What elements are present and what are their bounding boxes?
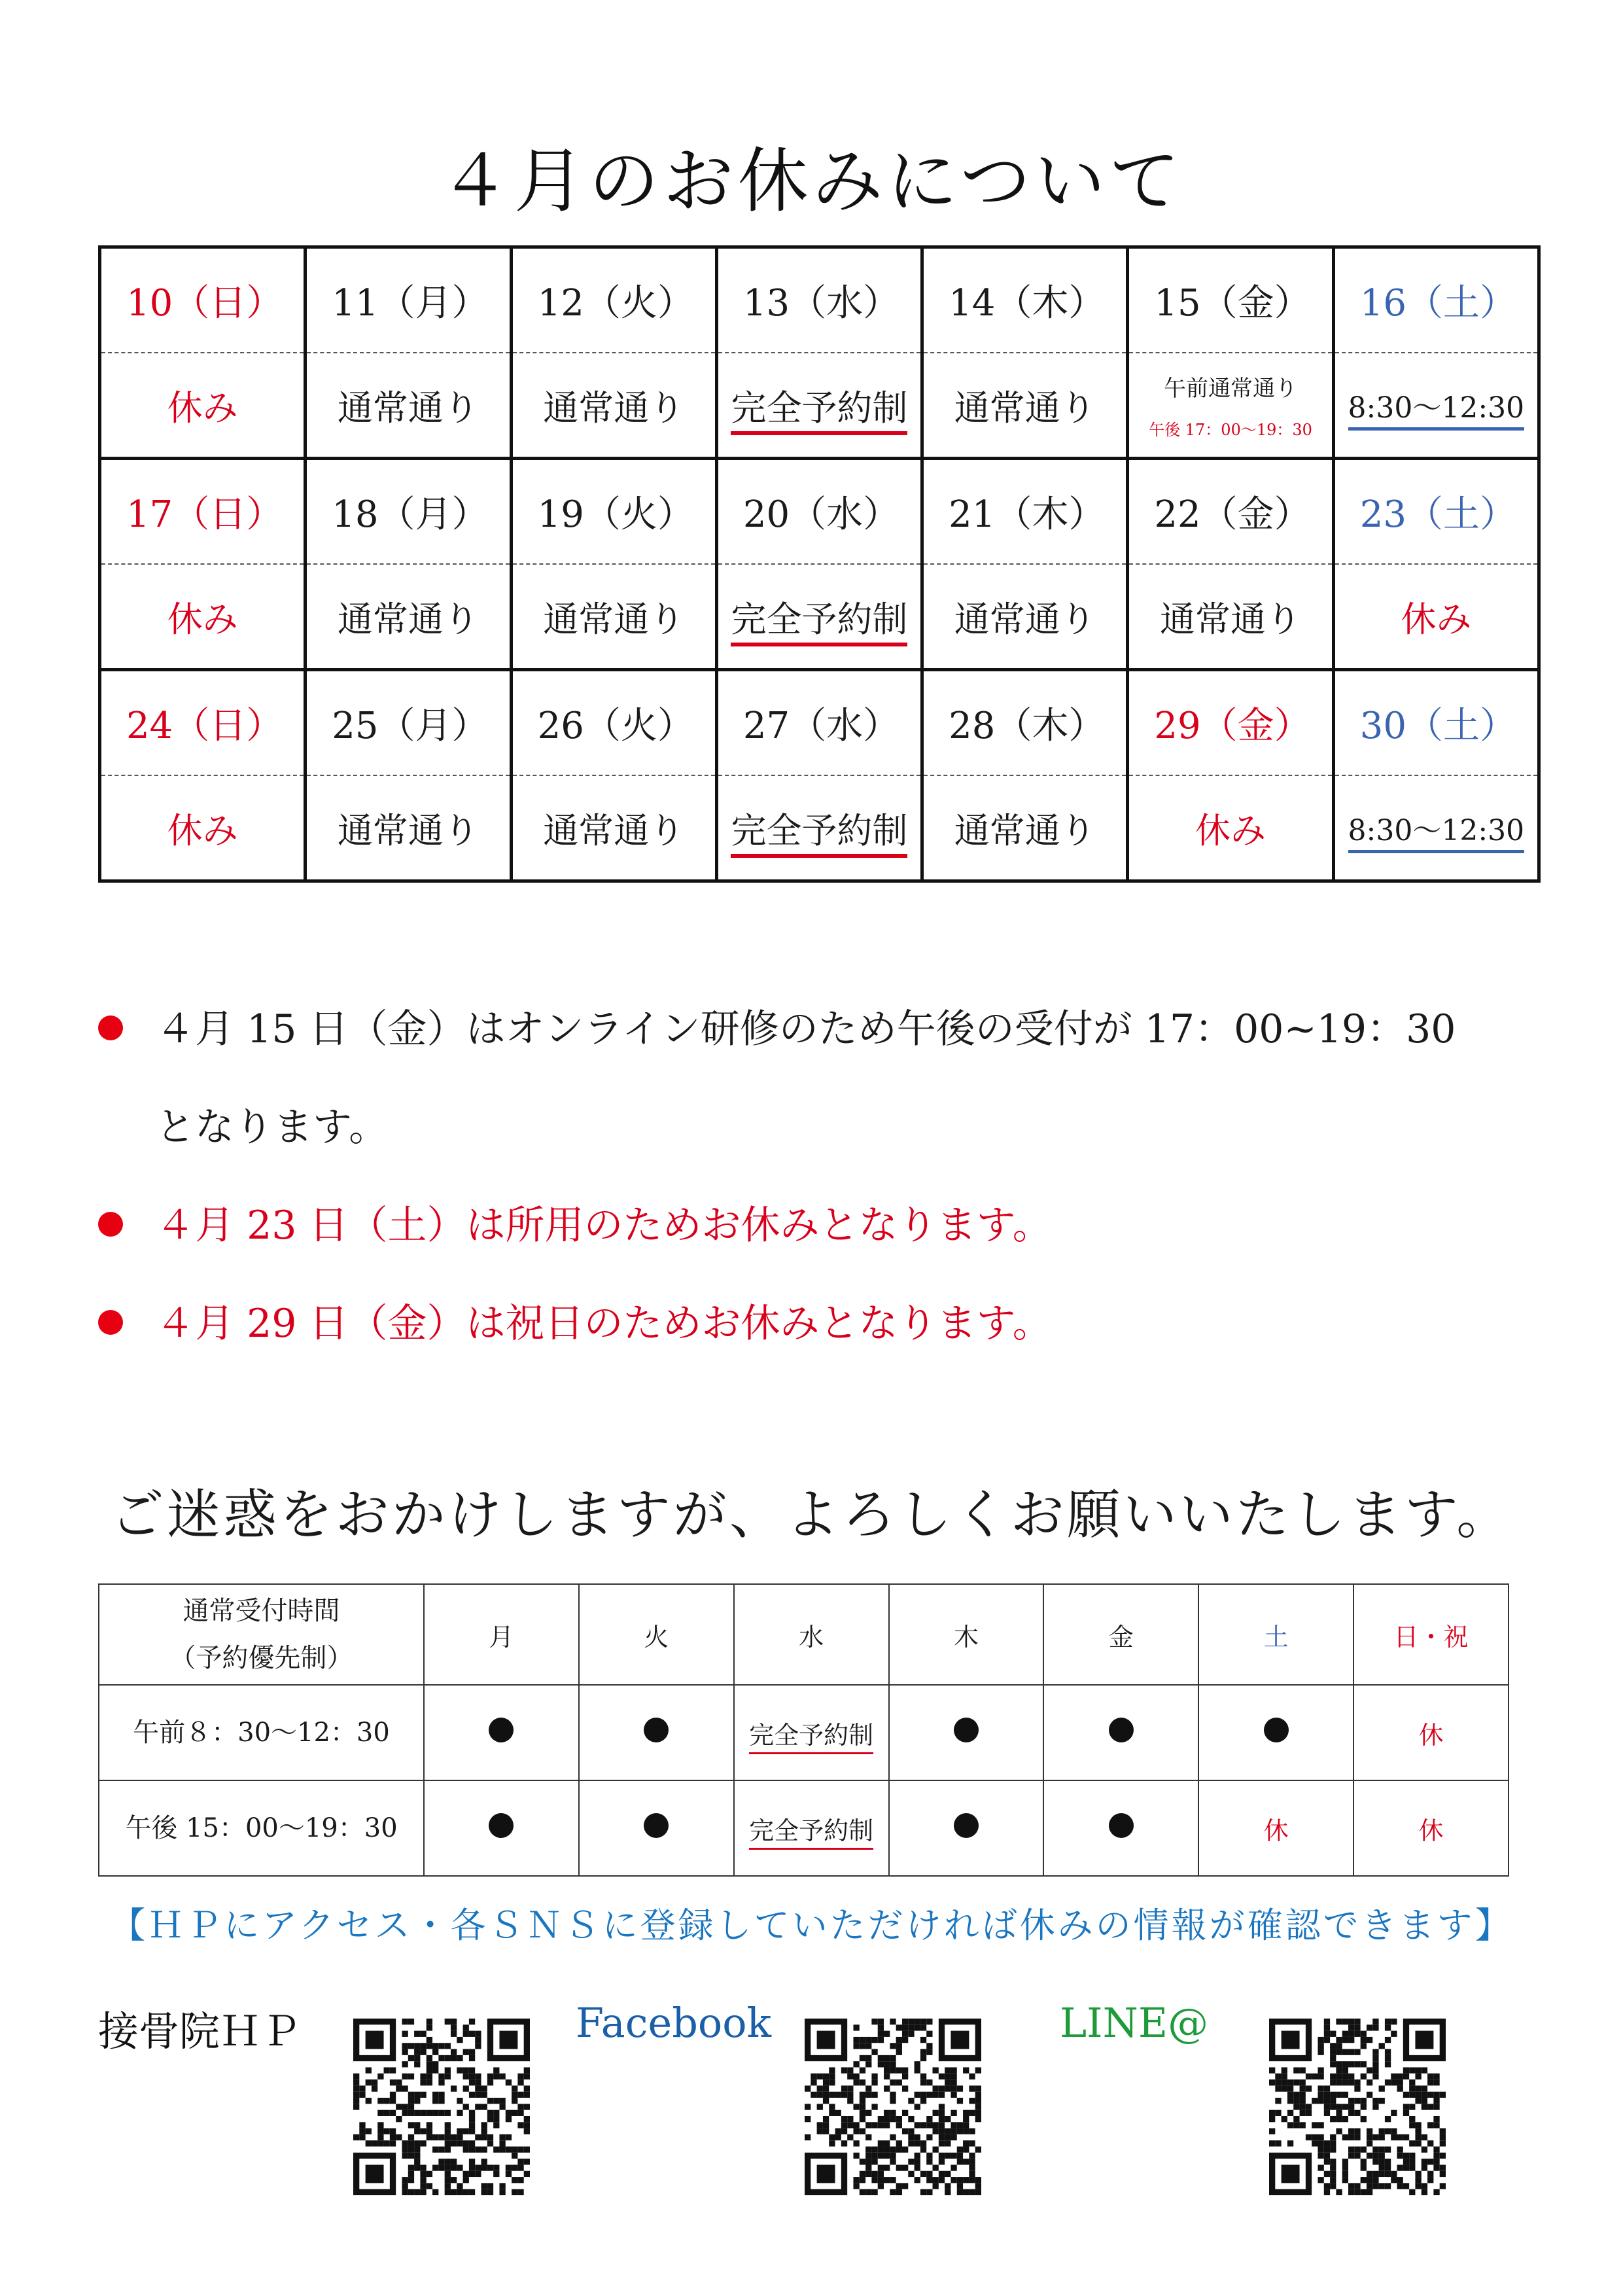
hours-cell [889, 1780, 1044, 1876]
line-qr-code[interactable] [1266, 2019, 1449, 2195]
calendar-status [922, 775, 1128, 881]
hours-cell [1043, 1685, 1198, 1780]
calendar-date: 30（土） [1333, 670, 1539, 776]
calendar-date-row [100, 247, 1539, 353]
calendar-date: 24（日） [100, 670, 305, 776]
calendar-status [1333, 353, 1539, 459]
note-2: ４月 23 日（土）は所用のためお休みとなります。 [98, 1194, 1052, 1250]
calendar-date-row [100, 670, 1539, 776]
hours-reservation: 完全予約制 [749, 1816, 873, 1850]
hours-day-sat: 土 [1198, 1584, 1353, 1685]
open-dot-icon [1109, 1813, 1134, 1838]
status-normal: 通常通り [543, 598, 685, 640]
closing-message: ご迷惑をおかけしますが、よろしくお願いいたします。 [110, 1484, 1513, 1546]
calendar-status [305, 353, 511, 459]
calendar-status [1128, 353, 1333, 459]
calendar-status-row [100, 775, 1539, 881]
open-dot-icon [489, 1813, 514, 1838]
calendar-status [100, 353, 305, 459]
calendar-status [511, 353, 716, 459]
status-closed: 休み [167, 387, 238, 429]
calendar-date: 11（月） [305, 247, 511, 353]
calendar-status [511, 775, 716, 881]
calendar-status [511, 564, 716, 670]
calendar-date: 28（木） [922, 670, 1128, 776]
open-dot-icon [1109, 1718, 1134, 1742]
bullet-icon [98, 1310, 123, 1335]
hours-day-mon: 月 [424, 1584, 579, 1685]
hours-cell [1198, 1685, 1353, 1780]
calendar-date-row [100, 459, 1539, 565]
hours-day-fri: 金 [1043, 1584, 1198, 1685]
calendar-date: 25（月） [305, 670, 511, 776]
hours-reservation: 完全予約制 [749, 1721, 873, 1754]
status-normal: 通常通り [337, 387, 479, 429]
calendar-date: 17（日） [100, 459, 305, 565]
status-normal: 通常通り [954, 598, 1096, 640]
note-3: ４月 29 日（金）は祝日のためお休みとなります。 [98, 1292, 1052, 1349]
calendar-status [922, 353, 1128, 459]
calendar-status [716, 353, 922, 459]
hours-closed: 休 [1198, 1780, 1353, 1876]
page-title: ４月のお休みについて [439, 141, 1184, 222]
hours-cell [579, 1780, 734, 1876]
calendar-date: 14（木） [922, 247, 1128, 353]
calendar-date: 12（火） [511, 247, 716, 353]
status-normal: 通常通り [337, 809, 479, 851]
open-dot-icon [644, 1718, 669, 1742]
status-normal: 通常通り [543, 387, 685, 429]
hours-cell [734, 1780, 889, 1876]
open-dot-icon [644, 1813, 669, 1838]
note-1-line-2: となります。 [156, 1104, 389, 1150]
open-dot-icon [1264, 1718, 1289, 1742]
calendar-date: 26（火） [511, 670, 716, 776]
hours-cell [424, 1685, 579, 1780]
status-normal: 通常通り [337, 598, 479, 640]
calendar-date: 10（日） [100, 247, 305, 353]
hours-morning-label: 午前８：30〜12：30 [99, 1685, 424, 1780]
hours-header-row [99, 1584, 1509, 1685]
calendar-date: 21（木） [922, 459, 1128, 565]
calendar-status [1333, 564, 1539, 670]
open-dot-icon [489, 1718, 514, 1742]
calendar-date: 18（月） [305, 459, 511, 565]
calendar-date: 19（火） [511, 459, 716, 565]
status-reservation: 完全予約制 [731, 387, 907, 435]
hours-day-tue: 火 [579, 1584, 734, 1685]
sns-banner: 【ＨＰにアクセス・各ＳＮＳに登録していただければ休みの情報が確認できます】 [110, 1905, 1513, 1946]
calendar-date: 29（金） [1128, 670, 1333, 776]
calendar-status [1128, 564, 1333, 670]
hours-cell [734, 1685, 889, 1780]
status-normal: 通常通り [954, 809, 1096, 851]
calendar-status [922, 564, 1128, 670]
status-closed: 休み [1195, 809, 1266, 851]
hp-label: 接骨院ＨＰ [98, 2007, 302, 2055]
status-normal: 通常通り [1160, 598, 1302, 640]
calendar-date: 23（土） [1333, 459, 1539, 565]
hours-cell [1043, 1780, 1198, 1876]
line-label[interactable]: LINE@ [1060, 1999, 1209, 2047]
facebook-label[interactable]: Facebook [576, 1999, 772, 2047]
open-dot-icon [954, 1813, 979, 1838]
status-closed: 休み [1401, 598, 1472, 640]
hours-closed: 休 [1353, 1780, 1509, 1876]
calendar-date: 16（土） [1333, 247, 1539, 353]
calendar-date: 15（金） [1128, 247, 1333, 353]
status-reservation: 完全予約制 [731, 810, 907, 858]
calendar-status [1128, 775, 1333, 881]
status-saturday-hours: 8:30〜12:30 [1348, 814, 1525, 853]
calendar-status [100, 775, 305, 881]
hours-day-thu: 木 [889, 1584, 1044, 1685]
calendar-status [305, 775, 511, 881]
hours-cell [579, 1685, 734, 1780]
hours-cell [424, 1780, 579, 1876]
hours-day-sun-holiday: 日・祝 [1353, 1584, 1509, 1685]
calendar-status [305, 564, 511, 670]
bullet-icon [98, 1212, 123, 1237]
calendar-status [1333, 775, 1539, 881]
status-closed: 休み [167, 809, 238, 851]
holiday-calendar [98, 245, 1541, 883]
calendar-date: 27（水） [716, 670, 922, 776]
status-reservation: 完全予約制 [731, 599, 907, 646]
calendar-date: 13（水） [716, 247, 922, 353]
hours-afternoon-label: 午後 15：00〜19：30 [99, 1780, 424, 1876]
calendar-date: 20（水） [716, 459, 922, 565]
status-saturday-hours: 8:30〜12:30 [1348, 391, 1525, 431]
calendar-date: 22（金） [1128, 459, 1333, 565]
facebook-qr-code[interactable] [801, 2019, 985, 2195]
calendar-status-row [100, 564, 1539, 670]
calendar-status [716, 564, 922, 670]
calendar-status [100, 564, 305, 670]
status-normal: 通常通り [543, 809, 685, 851]
status-afternoon-hours: 午後 17：00〜19：30 [1149, 421, 1312, 439]
hours-header-label: 通常受付時間 （予約優先制） [99, 1584, 424, 1685]
calendar-status [716, 775, 922, 881]
hours-morning-row [99, 1685, 1509, 1780]
business-hours-table [98, 1583, 1509, 1877]
hours-afternoon-row [99, 1780, 1509, 1876]
calendar-status-row [100, 353, 1539, 459]
status-normal: 通常通り [954, 387, 1096, 429]
bullet-icon [98, 1016, 123, 1040]
status-closed: 休み [167, 598, 238, 640]
open-dot-icon [954, 1718, 979, 1742]
status-morning-normal: 午前通常通り [1164, 376, 1298, 402]
hours-day-wed: 水 [734, 1584, 889, 1685]
note-1-line-1: ４月 15 日（金）はオンライン研修のため午後の受付が 17：00~19：30 [98, 998, 1456, 1054]
hp-qr-code[interactable] [350, 2019, 533, 2195]
hours-closed: 休 [1353, 1685, 1509, 1780]
hours-cell [889, 1685, 1044, 1780]
